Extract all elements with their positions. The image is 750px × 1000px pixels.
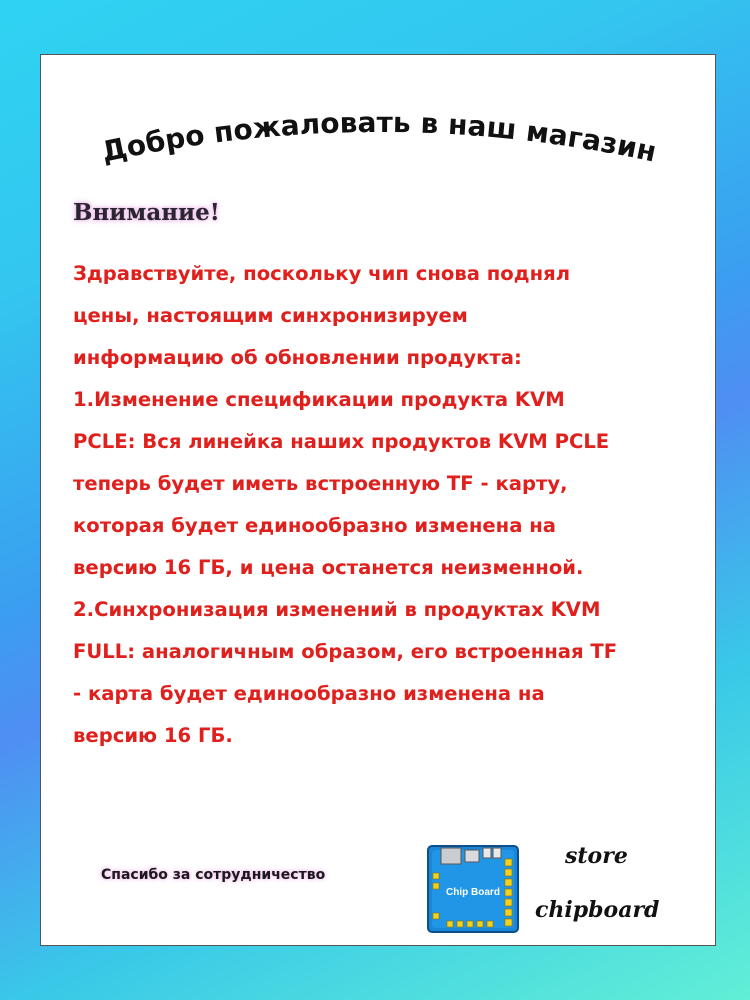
notice-line: теперь будет иметь встроенную TF - карту, xyxy=(73,472,568,495)
thanks-text: Спасибо за сотрудничество xyxy=(101,867,326,883)
board-label: Chip Board xyxy=(446,887,500,898)
notice-line: версию 16 ГБ, и цена останется неизменной. xyxy=(73,556,584,579)
notice-line: 1.Изменение спецификации продукта KVM xyxy=(73,388,565,411)
attention-heading: Внимание! xyxy=(73,199,220,226)
welcome-title: Добро пожаловать в наш магазин xyxy=(98,105,660,169)
notice-line: 2.Синхронизация изменений в продуктах KVM xyxy=(73,598,601,621)
notice-text xyxy=(73,253,693,757)
notice-line: FULL: аналогичным образом, его встроенная TF xyxy=(73,640,618,663)
notice-line: версию 16 ГБ. xyxy=(73,724,233,747)
chip-board-icon xyxy=(427,845,519,933)
welcome-banner xyxy=(41,55,717,205)
notice-line: PCLE: Вся линейка наших продуктов KVM PCLE xyxy=(73,430,610,453)
notice-line: - карта будет единообразно изменена на xyxy=(73,682,545,705)
notice-line: информацию об обновлении продукта: xyxy=(73,346,522,369)
notice-line: Здравствуйте, поскольку чип снова поднял xyxy=(73,262,571,285)
store-name-line1: store xyxy=(565,843,628,869)
notice-line: цены, настоящим синхронизируем xyxy=(73,304,468,327)
notice-card xyxy=(40,54,716,946)
store-name-line2: chipboard xyxy=(535,897,660,923)
notice-line: которая будет единообразно изменена на xyxy=(73,514,556,537)
